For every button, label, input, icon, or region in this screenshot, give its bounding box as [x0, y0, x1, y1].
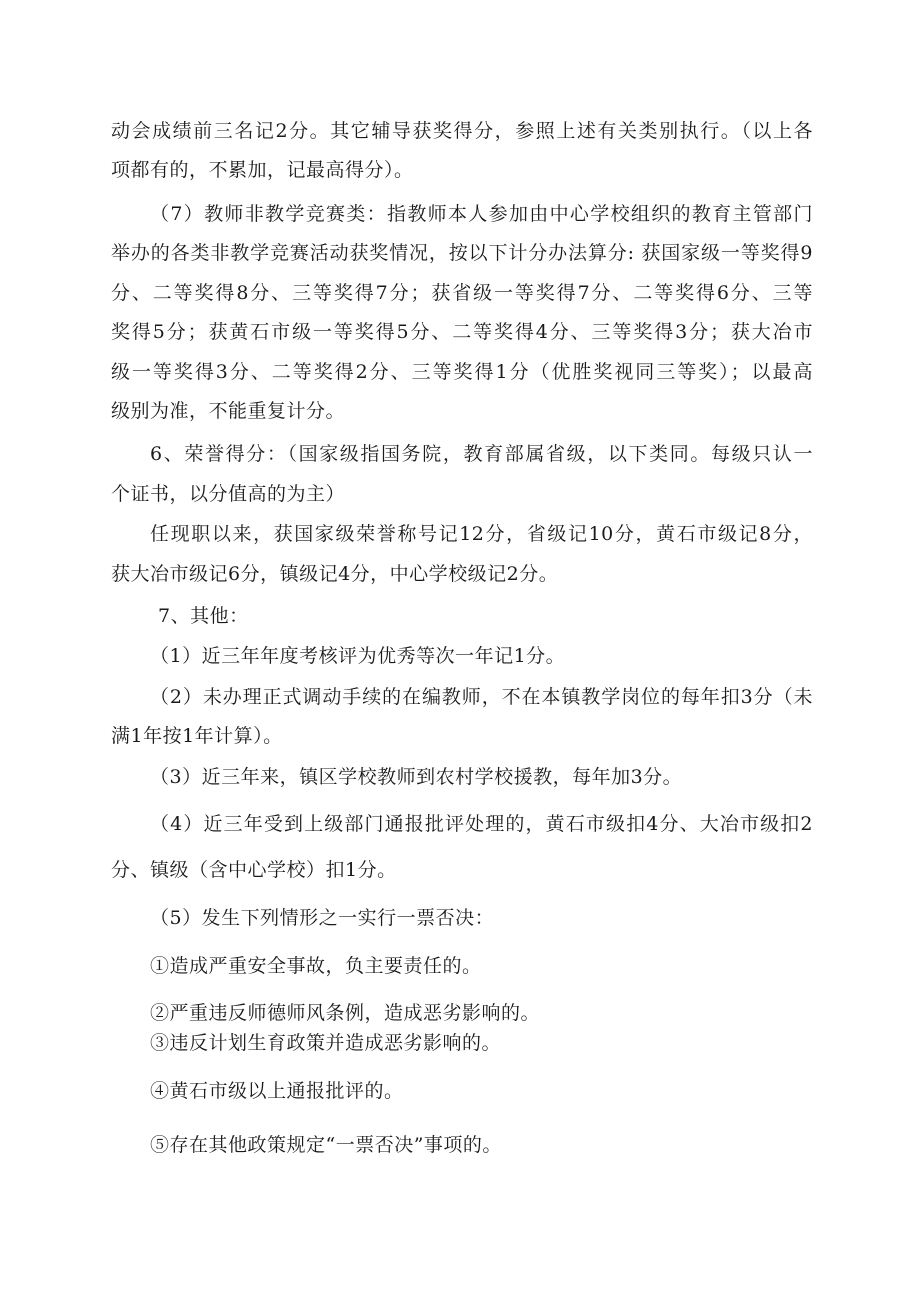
text-line: 举办的各类非教学竞赛活动获奖情况，按以下计分办法算分: 获国家级一等奖得9	[111, 242, 813, 264]
text-line: 动会成绩前三名记2分。其它辅导获奖得分，参照上述有关类别执行。（以上各	[111, 120, 813, 142]
text-line: （3）近三年来，镇区学校教师到农村学校援教，每年加3分。	[150, 766, 683, 788]
text-line: （7）教师非教学竞赛类：指教师本人参加由中心学校组织的教育主管部门	[150, 203, 813, 225]
text-line: 级一等奖得3分、二等奖得2分、三等奖得1分（优胜奖视同三等奖）；以最高	[111, 361, 813, 383]
list-item: ③违反计划生育政策并造成恶劣影响的。	[150, 1032, 502, 1054]
list-item: ②严重违反师德师风条例，造成恶劣影响的。	[150, 1002, 541, 1024]
text-line: 分、二等奖得8分、三等奖得7分；获省级一等奖得7分、二等奖得6分、三等	[111, 282, 813, 304]
text-line: （2）未办理正式调动手续的在编教师，不在本镇教学岗位的每年扣3分（未	[150, 686, 813, 708]
section-heading: 7、其他：	[158, 605, 249, 627]
list-item: ①造成严重安全事故，负主要责任的。	[150, 955, 482, 977]
text-line: 个证书，以分值高的为主）	[111, 483, 346, 505]
list-item: ④黄石市级以上通报批评的。	[150, 1080, 404, 1102]
text-line: 6、荣誉得分：（国家级指国务院，教育部属省级，以下类同。每级只认一	[150, 443, 813, 465]
text-line: （1）近三年年度考核评为优秀等次一年记1分。	[150, 645, 566, 667]
text-line: 项都有的，不累加，记最高得分）。	[111, 159, 414, 181]
text-line: 级别为准，不能重复计分。	[111, 400, 346, 422]
text-line: 获大冶市级记6分，镇级记4分，中心学校级记2分。	[111, 563, 559, 585]
text-line: 满1年按1年计算）。	[111, 725, 283, 747]
text-line: 任现职以来，获国家级荣誉称号记12分，省级记10分，黄石市级记8分，	[150, 523, 813, 545]
text-line: 分、镇级（含中心学校）扣1分。	[111, 859, 397, 881]
text-line: （5）发生下列情形之一实行一票否决：	[150, 907, 495, 929]
text-line: 奖得5分；获黄石市级一等奖得5分、二等奖得4分、三等奖得3分；获大冶市	[111, 321, 813, 343]
text-line: （4）近三年受到上级部门通报批评处理的，黄石市级扣4分、大冶市级扣2	[150, 813, 813, 835]
list-item: ⑤存在其他政策规定“一票否决”事项的。	[150, 1134, 502, 1156]
